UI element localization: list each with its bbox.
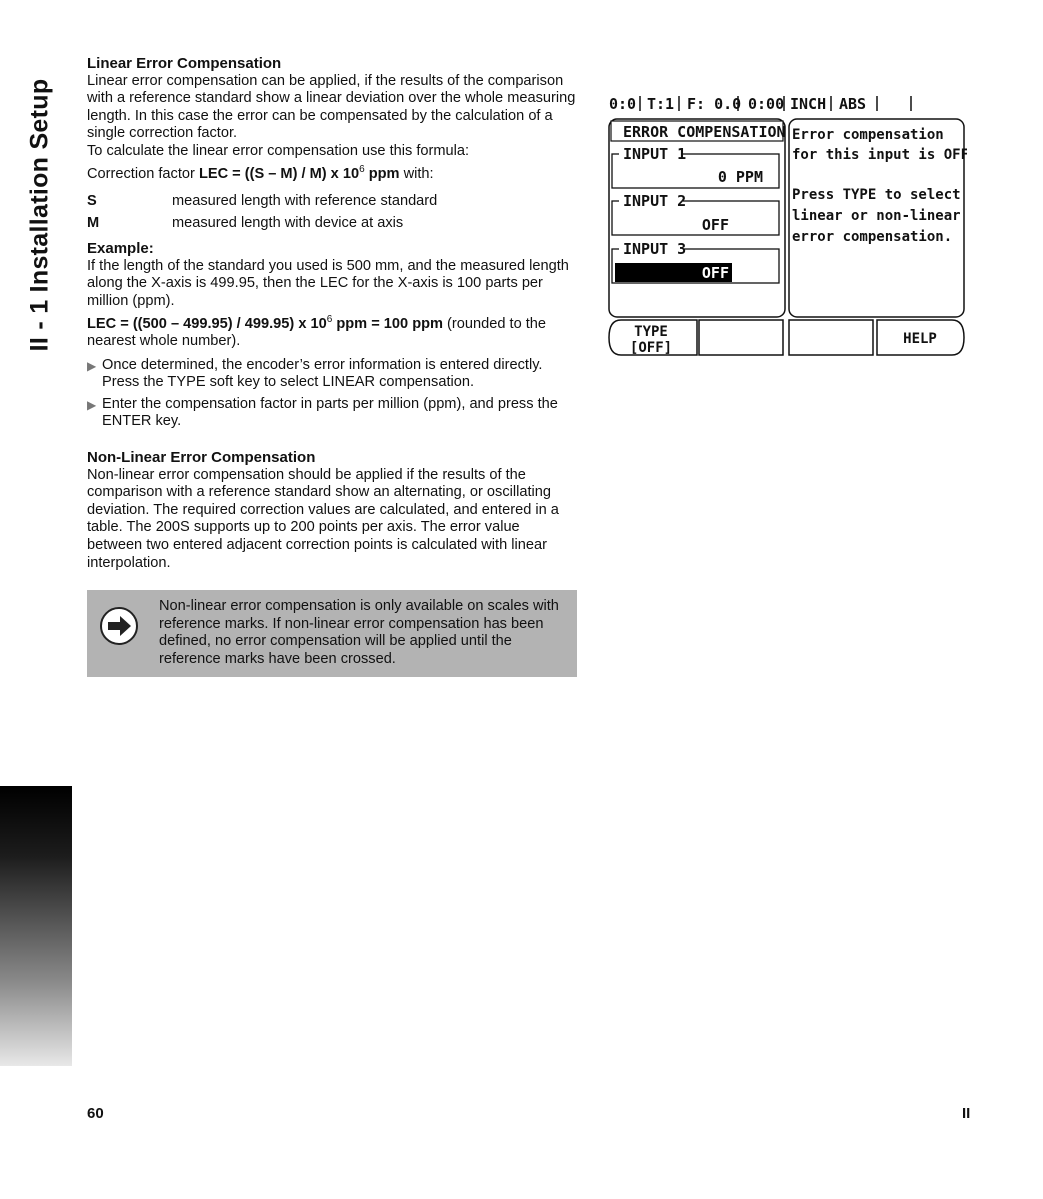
input-3-label: INPUT 3 <box>623 240 687 258</box>
softkey-help[interactable] <box>877 320 964 355</box>
definition-term: M <box>87 214 100 231</box>
correction-formula: Correction factor LEC = ((S – M) / M) x $10^6$ ppm with: <box>87 163 434 182</box>
step-item <box>87 357 577 392</box>
step-list <box>87 357 577 431</box>
display-screenshot <box>607 93 967 363</box>
step-text: Enter the compensation factor in parts per million (ppm), and press the ENTER key. <box>102 395 558 430</box>
step-text: Once determined, the encoder’s error information is entered directly. Press the TYPE soft key to select LINEAR compensation. <box>102 356 543 391</box>
input-3-value: OFF <box>701 264 729 282</box>
definition-row <box>87 193 577 211</box>
definition-desc: measured length with device at axis <box>172 214 404 231</box>
linear-intro: Linear error compensation can be applied, if the results of the comparison with a reference standard show a linear deviation over the whole measuring length. In this case the error can be compensated by the calculation of a single correction factor. <box>87 72 576 142</box>
nonlinear-body: Non-linear error compensation should be applied if the results of the comparison with a reference standard show an alternating, or oscillating deviation. The required correction values are calculated, and entered in a table. The 200S supports up to 200 points per axis. The error value between two entered adjacent correction points is calculated with linear interpolation. <box>87 466 559 571</box>
nonlinear-heading: Non-Linear Error Compensation <box>87 449 316 466</box>
softkey-help-label: HELP <box>903 331 937 347</box>
softkey-blank-3[interactable] <box>789 320 873 355</box>
step-triangle-icon: ▶ <box>87 358 97 373</box>
lec-example-formula: LEC = ((500 – 499.95) / 499.95) x $10^6$ ppm = 100 ppm (rounded to the nearest whole number). <box>87 313 547 350</box>
side-title-text: II - 1 Installation Setup <box>25 78 54 352</box>
note-box <box>87 590 577 676</box>
side-tab-gradient <box>0 786 72 1066</box>
help-line: for this input is OFF. <box>792 147 967 163</box>
input-2-label: INPUT 2 <box>623 192 687 210</box>
note-text: Non-linear error compensation is only available on scales with reference marks. If non-linear error compensation has been defined, no error compensation will be applied until the reference marks have been crossed. <box>159 598 559 667</box>
definition-term: S <box>87 193 97 210</box>
input-1-label: INPUT 1 <box>623 145 687 163</box>
status-feed: F: 0.0 <box>687 95 742 113</box>
arrow-right-icon <box>99 598 159 668</box>
linear-heading: Linear Error Compensation <box>87 55 282 72</box>
input-1-value: 0 PPM <box>717 168 763 186</box>
softkey-blank-2[interactable] <box>699 320 783 355</box>
softkey-type-label: TYPE <box>634 324 668 340</box>
step-triangle-icon: ▶ <box>87 397 97 412</box>
definition-desc: measured length with reference standard <box>172 193 438 210</box>
help-line: Press TYPE to select <box>792 187 961 203</box>
softkey-type[interactable] <box>609 320 697 356</box>
main-column <box>87 55 577 677</box>
softkey-type-state: [OFF] <box>629 340 673 356</box>
input-2-value: OFF <box>701 216 729 234</box>
side-section-title <box>18 60 62 370</box>
status-mode: ABS <box>839 95 867 113</box>
status-time: 0:00 <box>748 95 785 113</box>
help-line: error compensation. <box>792 229 953 245</box>
example-heading: Example: <box>87 240 154 258</box>
status-tool: T:1 <box>647 95 675 113</box>
footer-section: II <box>962 1105 971 1122</box>
status-position: 0:0 <box>609 95 637 113</box>
panel-title: ERROR COMPENSATION <box>623 123 786 141</box>
definition-row <box>87 215 577 233</box>
definition-list <box>87 193 577 232</box>
help-line: Error compensation <box>792 127 944 143</box>
formula-intro: To calculate the linear error compensation use this formula: <box>87 142 470 159</box>
step-item <box>87 396 577 431</box>
status-units: INCH <box>790 95 827 113</box>
help-line: linear or non-linear <box>792 208 961 224</box>
page-number: 60 <box>87 1105 104 1122</box>
example-text: If the length of the standard you used is 500 mm, and the measured length along the X-axis is 499.95, then the LEC for the X-axis is 100 parts per million (ppm). <box>87 257 569 309</box>
